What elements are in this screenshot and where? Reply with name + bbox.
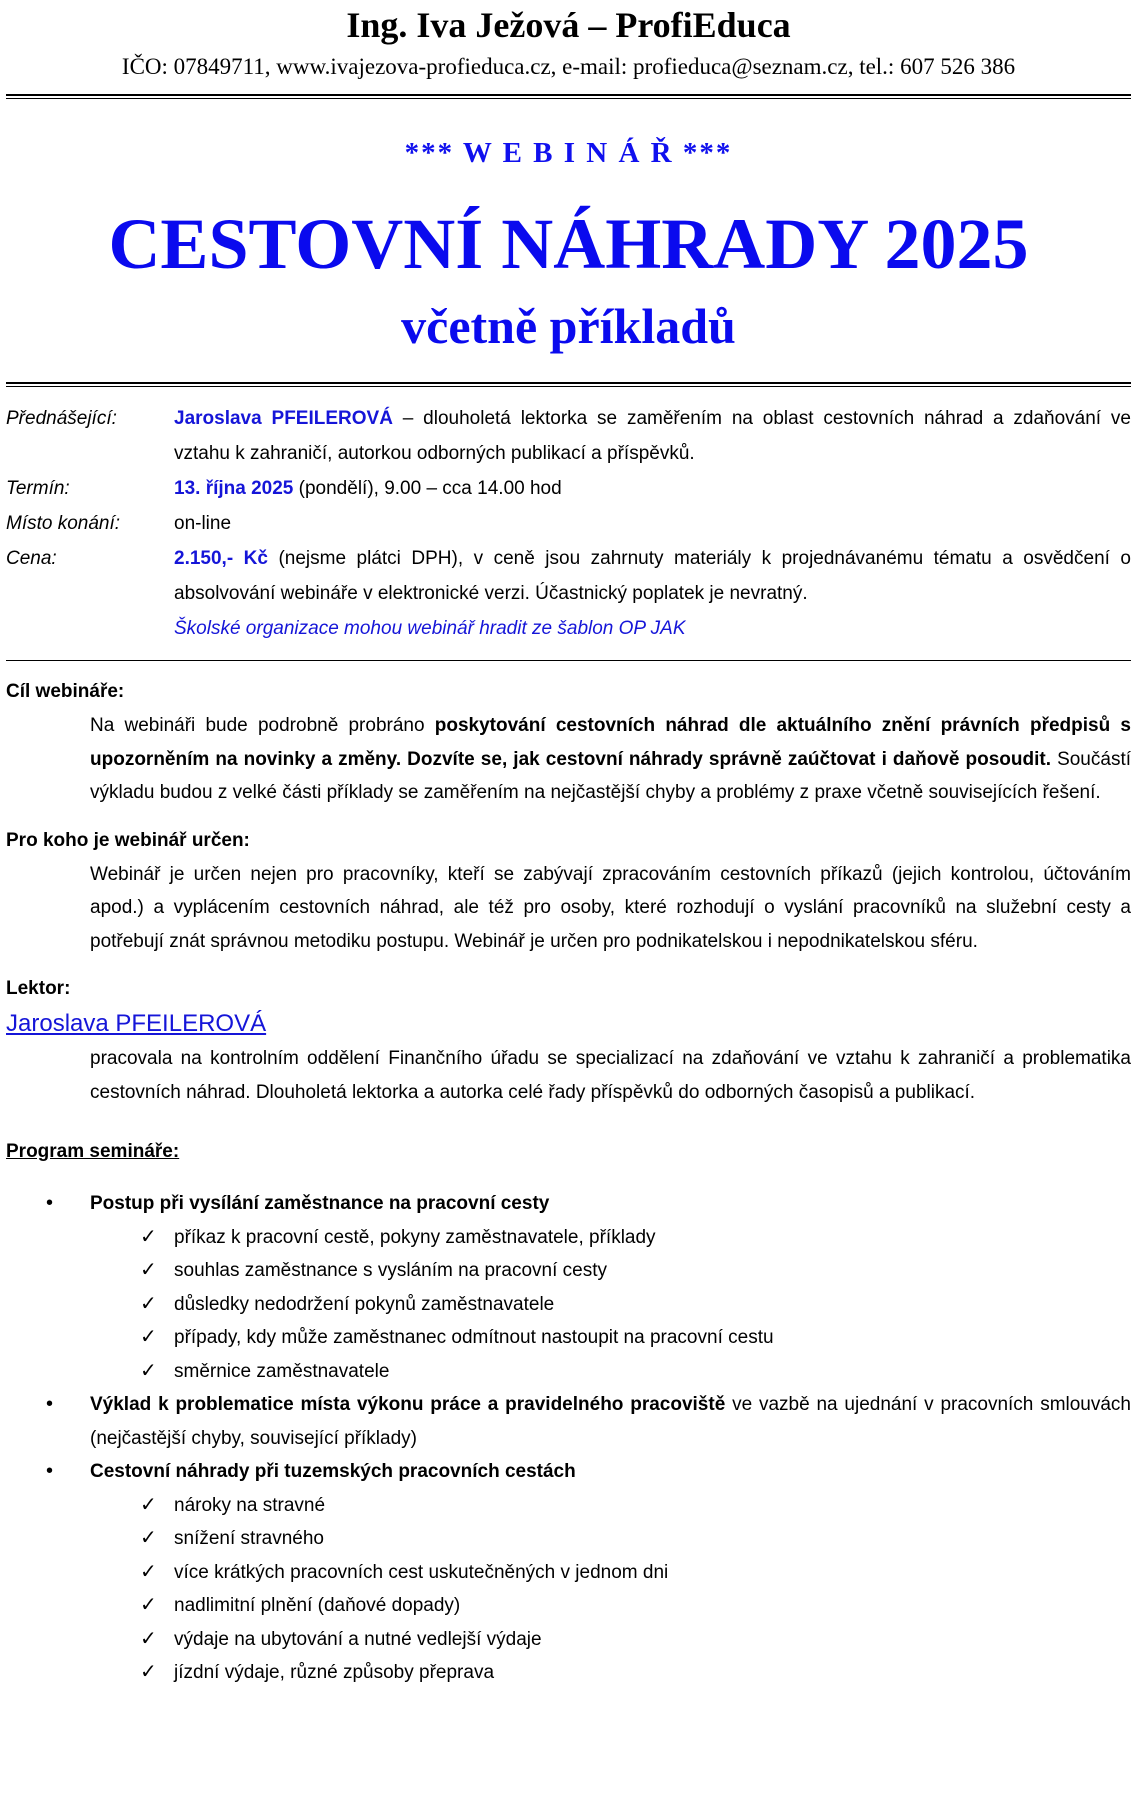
program-subitem-text: souhlas zaměstnance s vysláním na pracovní cesty: [174, 1260, 607, 1281]
program-sublist: [90, 1221, 1131, 1389]
program-subitem: [90, 1623, 1131, 1657]
program-subitem: [90, 1355, 1131, 1389]
program-list: [6, 1187, 1131, 1690]
header-name: Ing. Iva Ježová – ProfiEduca: [346, 5, 791, 45]
program-subitem: [90, 1288, 1131, 1322]
program-subitem-text: nadlimitní plnění (daňové dopady): [174, 1595, 461, 1616]
checkmark-icon: ✓: [140, 1594, 157, 1616]
bullet-icon: •: [46, 1393, 54, 1415]
goal-text-a: Na webináři bude podrobně probráno: [90, 715, 435, 736]
checkmark-icon: ✓: [140, 1359, 157, 1382]
program-subitem: [90, 1589, 1131, 1623]
lector-text: pracovala na kontrolním oddělení Finančního úřadu se specializací na zdaňování ve vztahu k zahraničí a problematika cestovních náhrad. Dlouholetá lektorka a autorka celé řady příspěvků do odborných časopisů a publikací.: [90, 1048, 1131, 1103]
checkmark-icon: ✓: [140, 1560, 157, 1583]
program-subitem-text: jízdní výdaje, různé způsoby přeprava: [174, 1662, 495, 1683]
info-row-lecturer: [6, 401, 1131, 471]
price-label: Cena:: [6, 548, 57, 569]
lecturer-desc: – dlouholetá lektorka se zaměřením na oblast cestovních náhrad a zdaňování ve vztahu k zahraničí, autorkou odborných publikací a příspěvků.: [174, 408, 1131, 464]
info-row-place: [6, 506, 1131, 541]
lecturer-name: Jaroslava PFEILEROVÁ: [174, 408, 393, 429]
program-subitem: [90, 1522, 1131, 1556]
price-value: [174, 541, 1131, 646]
program-heading: Program semináře:: [6, 1141, 180, 1162]
program-item: [6, 1388, 1131, 1455]
goal-text-c: Součástí výkladu budou z velké části příklady se zaměřením na nejčastější chyby a problémy z praxe včetně souvisejících řešení.: [90, 748, 1132, 803]
program-subitem-text: výdaje na ubytování a nutné vedlejší výdaje: [174, 1628, 542, 1650]
lector-section: [6, 972, 1131, 1109]
program-item-rest: ve vazbě na ujednání v pracovních smlouvách (nejčastější chyby, související příklady): [90, 1394, 1132, 1449]
program-subitem-text: snížení stravného: [174, 1528, 324, 1549]
date-rest: (pondělí), 9.00 – cca 14.00 hod: [293, 478, 562, 499]
goal-text-b: poskytování cestovních náhrad dle aktuálního znění právních předpisů s upozorněním na novinky a změny. Dozvíte se, jak cestovní náhrady správně zaúčtovat i daňově posoudit.: [90, 715, 1131, 770]
bullet-icon: •: [46, 1460, 54, 1482]
audience-text: Webinář je určen nejen pro pracovníky, kteří se zabývají zpracováním cestovních příkazů (jejich kontrolou, účtováním apod.) a vyplácením cestovních náhrad, ale též pro osoby, které rozhodují o vyslání pracovníků na služební cesty a potřebují znát správnou metodiku postupu. Webinář je určen pro podnikatelskou i nepodnikatelskou sféru.: [90, 863, 1131, 952]
checkmark-icon: ✓: [140, 1225, 157, 1248]
date-label: Termín:: [6, 478, 70, 499]
main-title: CESTOVNÍ NÁHRADY 2025: [108, 204, 1029, 284]
goal-text: [6, 709, 1131, 810]
sub-title: včetně příkladů: [401, 298, 736, 354]
checkmark-icon: ✓: [140, 1627, 157, 1650]
program-item-title: Postup při vysílání zaměstnance na pracovní cesty: [90, 1193, 550, 1214]
bullet-icon: •: [46, 1192, 54, 1214]
program-subitem-text: směrnice zaměstnavatele: [174, 1360, 390, 1382]
lector-name-link[interactable]: Jaroslava PFEILEROVÁ: [6, 1010, 267, 1037]
header-divider: [6, 94, 1131, 99]
program-sublist: [90, 1489, 1131, 1690]
program-item: [6, 1187, 1131, 1388]
checkmark-icon: ✓: [140, 1661, 157, 1683]
program-subitem: [90, 1321, 1131, 1355]
program-subitem: [90, 1656, 1131, 1690]
program-item-title: Výklad k problematice místa výkonu práce a pravidelného pracoviště: [90, 1394, 726, 1415]
program-section: [6, 1135, 1131, 1690]
info-row-date: [6, 471, 1131, 506]
program-subitem-text: příkaz k pracovní cestě, pokyny zaměstnavatele, příklady: [174, 1226, 656, 1248]
webinar-tag: [6, 137, 1131, 170]
goal-heading: Cíl webináře:: [6, 681, 125, 702]
program-item-title: Cestovní náhrady při tuzemských pracovních cestách: [90, 1461, 576, 1482]
checkmark-icon: ✓: [140, 1292, 157, 1315]
program-subitem-text: nároky na stravné: [174, 1494, 326, 1516]
program-subitem: [90, 1489, 1131, 1523]
header-contact: IČO: 07849711, www.ivajezova-profieduca.cz, e-mail: profieduca@seznam.cz, tel.: 607 526 386: [121, 54, 1016, 79]
webinar-tag-post: ***: [673, 137, 733, 169]
program-item: [6, 1455, 1131, 1690]
checkmark-icon: ✓: [140, 1493, 157, 1516]
program-subitem: [90, 1221, 1131, 1255]
webinar-tag-pre: ***: [404, 137, 463, 169]
price-rest: (nejsme plátci DPH), v ceně jsou zahrnuty materiály k projednávanému tématu a osvědčení o absolvování webináře v elektronické verzi. Účastnický poplatek je nevratný.: [174, 548, 1131, 604]
lector-heading: Lektor:: [6, 978, 71, 999]
price-highlight: 2.150,- Kč: [174, 548, 268, 569]
lecturer-label: Přednášející:: [6, 408, 117, 429]
program-subitem-text: více krátkých pracovních cest uskutečněných v jednom dni: [174, 1561, 669, 1583]
program-subitem: [90, 1556, 1131, 1590]
program-subitem-text: důsledky nedodržení pokynů zaměstnavatele: [174, 1293, 555, 1315]
place-value: on-line: [174, 513, 232, 534]
checkmark-icon: ✓: [140, 1259, 157, 1281]
program-subitem-text: případy, kdy může zaměstnanec odmítnout nastoupit na pracovní cestu: [174, 1327, 774, 1348]
program-subitem: [90, 1254, 1131, 1288]
date-value: [174, 471, 1131, 506]
checkmark-icon: ✓: [140, 1326, 157, 1348]
audience-section: [6, 824, 1131, 959]
info-bottom-divider: [6, 660, 1131, 661]
audience-heading: Pro koho je webinář určen:: [6, 829, 250, 851]
goal-section: [6, 675, 1131, 810]
place-label: Místo konání:: [6, 513, 121, 534]
webinar-tag-word: W E B I N Á Ř: [462, 137, 674, 169]
lecturer-value: [174, 401, 1131, 471]
info-table: [6, 387, 1131, 660]
date-highlight: 13. října 2025: [174, 478, 294, 499]
price-note: Školské organizace mohou webinář hradit ze šablon OP JAK: [174, 618, 686, 639]
info-row-price: [6, 541, 1131, 646]
checkmark-icon: ✓: [140, 1527, 157, 1549]
